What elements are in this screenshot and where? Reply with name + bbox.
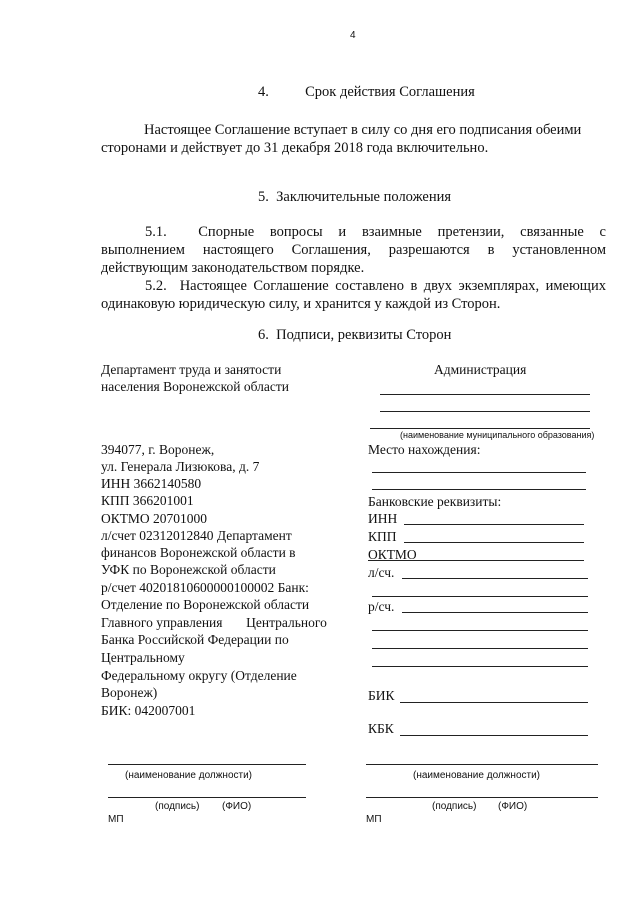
right-fio-caption: (ФИО) (498, 801, 528, 812)
page-number: 4 (350, 30, 356, 41)
right-bank-label: Банковские реквизиты: (368, 494, 502, 509)
right-bank-line-3 (372, 666, 588, 667)
clause-5-2-line-2: одинаковую юридическую силу, и хранится у каждой из Сторон. (101, 296, 501, 312)
right-inn-line (404, 524, 584, 525)
left-detail-address-1: 394077, г. Воронеж, (101, 442, 215, 457)
left-detail-kpp: КПП 366201001 (101, 493, 194, 508)
right-bik-label: БИК (368, 688, 395, 703)
right-rs-label: р/сч. (368, 599, 395, 614)
left-detail-bank-line-2: Главного управления Центрального (101, 615, 327, 630)
left-detail-settlement-account: р/счет 40201810600000100002 Банк: (101, 580, 309, 595)
left-detail-bank-line-4: Центральному (101, 650, 185, 665)
right-signature-line (366, 797, 598, 798)
right-rs-line (402, 612, 588, 613)
clause-5-1-line-2: выполнением настоящего Соглашения, разрешаются в установленном (101, 242, 606, 258)
clause-5-1-line-1: 5.1. Спорные вопросы и взаимные претензии, связанные с (145, 224, 606, 240)
right-ls-line-2 (372, 596, 588, 597)
left-party-name-line-2: населения Воронежской области (101, 379, 290, 394)
right-location-label: Место нахождения: (368, 442, 481, 457)
clause-5-1-line-3: действующим законодательством порядке. (101, 260, 365, 276)
section-4-paragraph-line-2: сторонами и действует до 31 декабря 2018 года включительно. (101, 140, 489, 156)
right-ls-label: л/сч. (368, 565, 395, 580)
right-signature-caption: (подпись) (432, 801, 477, 812)
right-kpp-label: КПП (368, 529, 397, 544)
left-signature-line (108, 797, 306, 798)
section-4-paragraph-line-1: Настоящее Соглашение вступает в силу со дня его подписания обеими (144, 122, 582, 138)
left-detail-bank-line-1: Отделение по Воронежской области (101, 597, 310, 612)
section-5-heading: 5. Заключительные положения (258, 189, 452, 205)
left-fio-caption: (ФИО) (222, 801, 252, 812)
left-stamp-label: МП (108, 814, 124, 825)
right-location-line-2 (372, 489, 586, 490)
left-detail-bank-line-6: Воронеж) (101, 685, 158, 700)
right-party-title: Администрация (434, 362, 527, 377)
left-detail-inn: ИНН 3662140580 (101, 476, 202, 491)
left-detail-address-2: ул. Генерала Лизюкова, д. 7 (101, 459, 260, 474)
right-position-caption: (наименование должности) (413, 770, 541, 781)
right-kbk-line (400, 735, 588, 736)
left-party-name-line-1: Департамент труда и занятости (101, 362, 282, 377)
left-detail-bik: БИК: 042007001 (101, 703, 196, 718)
right-kbk-label: КБК (368, 721, 394, 736)
right-location-line-1 (372, 472, 586, 473)
left-position-line (108, 764, 306, 765)
left-detail-account-line-3: УФК по Воронежской области (101, 562, 276, 577)
right-bik-line (400, 702, 588, 703)
left-detail-oktmo: ОКТМО 20701000 (101, 511, 207, 526)
right-oktmo-line (368, 560, 584, 561)
right-municipality-caption: (наименование муниципального образования) (400, 430, 595, 440)
section-4-heading: 4. Срок действия Соглашения (258, 84, 475, 100)
right-inn-label: ИНН (368, 511, 398, 526)
left-detail-bank-line-3: Банка Российской Федерации по (101, 632, 289, 647)
clause-5-2-line-1: 5.2. Настоящее Соглашение составлено в двух экземплярах, имеющих (145, 278, 606, 294)
left-detail-account-line-1: л/счет 02312012840 Департамент (101, 528, 292, 543)
right-municipality-line-2 (380, 411, 590, 412)
right-municipality-line-1 (380, 394, 590, 395)
right-ls-line (402, 578, 588, 579)
right-position-line (366, 764, 598, 765)
right-oktmo-label: ОКТМО (368, 547, 417, 562)
right-municipality-line-3 (370, 428, 590, 429)
left-position-caption: (наименование должности) (125, 770, 253, 781)
right-bank-line-2 (372, 648, 588, 649)
left-signature-caption: (подпись) (155, 801, 200, 812)
left-detail-bank-line-5: Федеральному округу (Отделение (101, 668, 297, 683)
right-bank-line-1 (372, 630, 588, 631)
right-kpp-line (404, 542, 584, 543)
right-stamp-label: МП (366, 814, 382, 825)
left-detail-account-line-2: финансов Воронежской области в (101, 545, 296, 560)
section-6-heading: 6. Подписи, реквизиты Сторон (258, 327, 452, 343)
